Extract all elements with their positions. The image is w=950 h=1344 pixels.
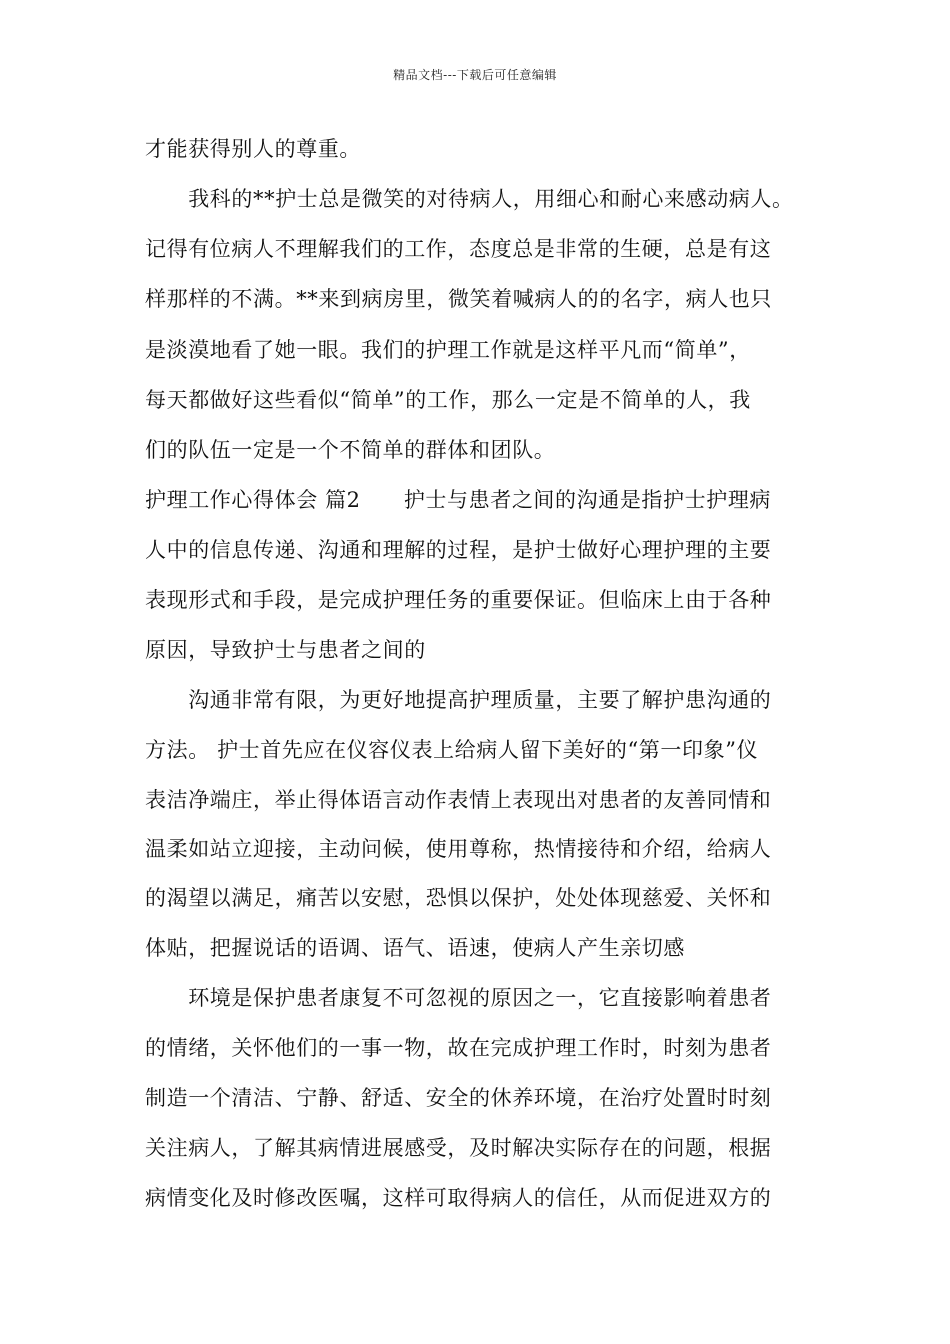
text-line: 记得有位病人不理解我们的工作，态度总是非常的生硬，总是有这 (145, 237, 772, 261)
text-line: 关注病人，了解其病情进展感受，及时解决实际存在的问题，根据 (145, 1136, 772, 1160)
text-line: 表洁净端庄，举止得体语言动作表情上表现出对患者的友善同情和 (145, 788, 772, 812)
text-line: 原因，导致护士与患者之间的 (145, 638, 426, 662)
text-line: 表现形式和手段，是完成护理任务的重要保证。但临床上由于各种 (145, 588, 772, 612)
text-line: 每天都做好这些看似“简单”的工作，那么一定是不简单的人，我 (145, 388, 751, 412)
text-line: 环境是保护患者康复不可忽视的原因之一，它直接影响着患者 (145, 986, 772, 1010)
text-line: 病情变化及时修改医嘱，这样可取得病人的信任，从而促进双方的 (145, 1186, 772, 1210)
section-heading-line: 护理工作心得体会 篇2 护士与患者之间的沟通是指护士护理病 (145, 488, 772, 512)
text-line: 我科的**护士总是微笑的对待病人，用细心和耐心来感动病人。 (145, 187, 794, 211)
text-line: 人中的信息传递、沟通和理解的过程，是护士做好心理护理的主要 (145, 538, 772, 562)
text-line: 体贴，把握说话的语调、语气、语速，使病人产生亲切感 (145, 936, 685, 960)
text-line: 们的队伍一定是一个不简单的群体和团队。 (145, 438, 556, 462)
text-line: 制造一个清洁、宁静、舒适、安全的休养环境，在治疗处置时时刻 (145, 1086, 772, 1110)
text-line: 样那样的不满。**来到病房里，微笑着喊病人的的名字，病人也只 (145, 287, 772, 311)
text-line: 是淡漠地看了她一眼。我们的护理工作就是这样平凡而“简单”， (145, 338, 751, 362)
text-line: 沟通非常有限，为更好地提高护理质量，主要了解护患沟通的 (145, 688, 772, 712)
text-line: 温柔如站立迎接，主动问候，使用尊称，热情接待和介绍，给病人 (145, 837, 772, 861)
text-line: 方法。 护士首先应在仪容仪表上给病人留下美好的“第一印象”仪 (145, 738, 759, 762)
text-line: 的情绪，关怀他们的一事一物，故在完成护理工作时，时刻为患者 (145, 1036, 772, 1060)
text-line: 的渴望以满足，痛苦以安慰，恐惧以保护，处处体现慈爱、关怀和 (145, 886, 772, 910)
page-header: 精品文档---下载后可任意编辑 (393, 68, 557, 82)
text-line: 才能获得别人的尊重。 (145, 137, 361, 161)
